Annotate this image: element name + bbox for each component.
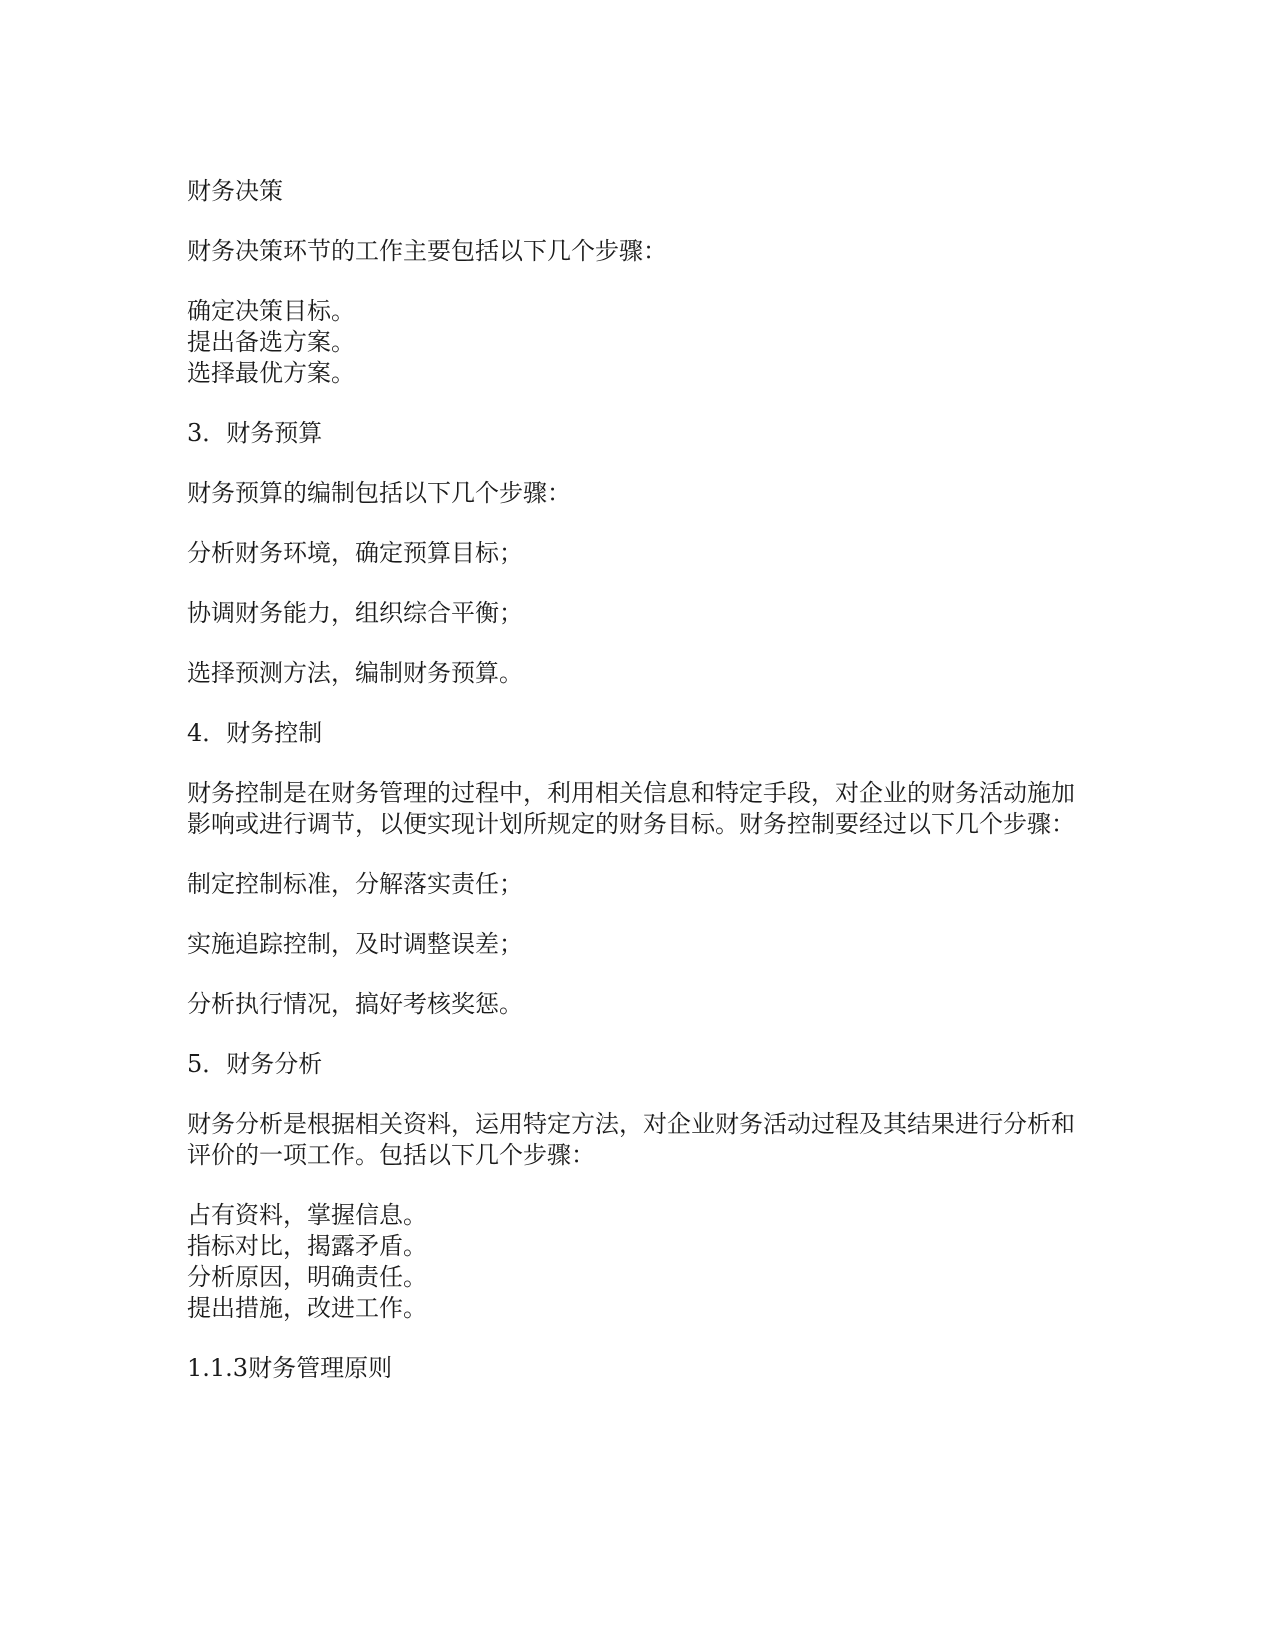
paragraph-control-intro: 财务控制是在财务管理的过程中，利用相关信息和特定手段，对企业的财务活动施加影响或进行调节，以便实现计划所规定的财务目标。财务控制要经过以下几个步骤：: [187, 779, 1075, 838]
list-item-control-step-3: 分析执行情况，搞好考核奖惩。: [187, 990, 523, 1018]
section-heading-management-principles: 1.1.3财务管理原则: [187, 1354, 393, 1382]
list-item-analysis-step-1: 占有资料，掌握信息。: [187, 1201, 427, 1229]
list-item-decision-step-3: 选择最优方案。: [187, 359, 355, 387]
list-item-analysis-step-4: 提出措施，改进工作。: [187, 1294, 427, 1322]
list-item-analysis-step-2: 指标对比，揭露矛盾。: [187, 1232, 427, 1260]
list-item-budget-step-3: 选择预测方法，编制财务预算。: [187, 659, 523, 687]
section-heading-financial-decision: 财务决策: [187, 177, 283, 205]
paragraph-analysis-intro: 财务分析是根据相关资料，运用特定方法，对企业财务活动过程及其结果进行分析和评价的一项工作。包括以下几个步骤：: [187, 1110, 1075, 1169]
list-item-decision-step-2: 提出备选方案。: [187, 328, 355, 356]
paragraph-budget-intro: 财务预算的编制包括以下几个步骤：: [187, 479, 571, 507]
list-item-budget-step-2: 协调财务能力，组织综合平衡；: [187, 599, 523, 627]
section-heading-financial-budget: 3．财务预算: [187, 419, 323, 447]
list-item-control-step-2: 实施追踪控制，及时调整误差；: [187, 930, 523, 958]
list-item-budget-step-1: 分析财务环境，确定预算目标；: [187, 539, 523, 567]
list-item-analysis-step-3: 分析原因，明确责任。: [187, 1263, 427, 1291]
document-body: [187, 176, 1087, 1384]
paragraph-decision-intro: 财务决策环节的工作主要包括以下几个步骤：: [187, 237, 667, 265]
section-heading-financial-analysis: 5．财务分析: [187, 1050, 323, 1078]
list-item-decision-step-1: 确定决策目标。: [187, 297, 355, 325]
section-heading-financial-control: 4．财务控制: [187, 719, 323, 747]
list-item-control-step-1: 制定控制标准，分解落实责任；: [187, 870, 523, 898]
